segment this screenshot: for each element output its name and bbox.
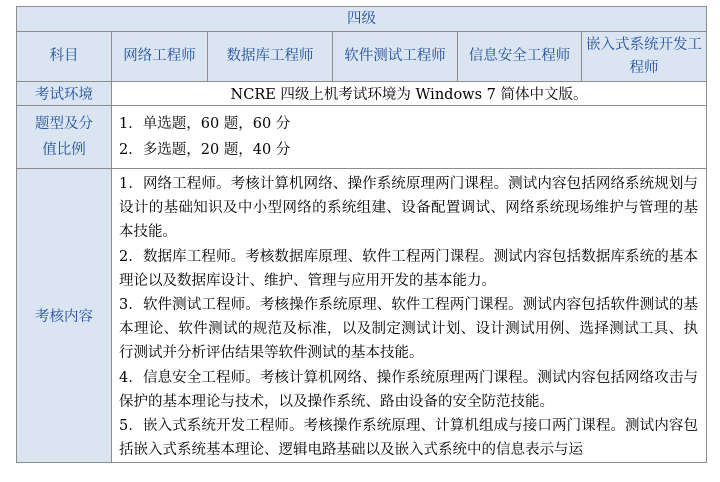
question-types-list xyxy=(112,106,707,169)
content-paragraph: 4．信息安全工程师。考核计算机网络、操作系统原理两门课程。测试内容包括网络攻击与保护的基本理论与技术，以及操作系统、路由设备的安全防范技能。 xyxy=(119,369,698,410)
question-types-row xyxy=(17,106,707,169)
environment-row xyxy=(17,82,707,106)
content-row xyxy=(17,169,707,463)
content-paragraph: 5．嵌入式系统开发工程师。考核操作系统原理、计算机组成与接口两门课程。测试内容包括嵌入式系统基本理论、逻辑电路基础以及嵌入式系统中的信息表示与运 xyxy=(119,418,698,459)
exam-info-table xyxy=(16,6,707,463)
table-title: 四级 xyxy=(17,7,707,32)
column-embedded-engineer: 嵌入式系统开发工程师 xyxy=(582,32,707,82)
column-network-engineer: 网络工程师 xyxy=(112,32,208,82)
content-paragraph: 2．数据库工程师。考核数据库原理、软件工程两门课程。测试内容包括数据库系统的基本理论以及数据库设计、维护、管理与应用开发的基本能力。 xyxy=(119,248,698,289)
environment-text: NCRE 四级上机考试环境为 Windows 7 简体中文版。 xyxy=(112,82,707,106)
content-paragraph: 3．软件测试工程师。考核操作系统原理、软件工程两门课程。测试内容包括软件测试的基本理论、软件测试的规范及标准，以及制定测试计划、设计测试用例、选择测试工具、执行测试并分析评估结果等软件测试的基本技能。 xyxy=(119,297,698,362)
question-type-item: 1．单选题，60 题，60 分 xyxy=(119,116,291,132)
content-text xyxy=(112,169,707,463)
column-database-engineer: 数据库工程师 xyxy=(208,32,333,82)
subject-label: 科目 xyxy=(17,32,112,82)
content-paragraph: 1．网络工程师。考核计算机网络、操作系统原理两门课程。测试内容包括网络系统规划与设计的基础知识及中小型网络的系统组建、设备配置调试、网络系统现场维护与管理的基本技能。 xyxy=(119,176,698,241)
column-software-test-engineer: 软件测试工程师 xyxy=(333,32,458,82)
content-label: 考核内容 xyxy=(17,169,112,463)
subject-header-row xyxy=(17,32,707,82)
column-info-security-engineer: 信息安全工程师 xyxy=(458,32,582,82)
question-types-label: 题型及分值比例 xyxy=(17,106,112,169)
question-type-item: 2．多选题，20 题，40 分 xyxy=(119,142,291,158)
environment-label: 考试环境 xyxy=(17,82,112,106)
table-title-row xyxy=(17,7,707,32)
